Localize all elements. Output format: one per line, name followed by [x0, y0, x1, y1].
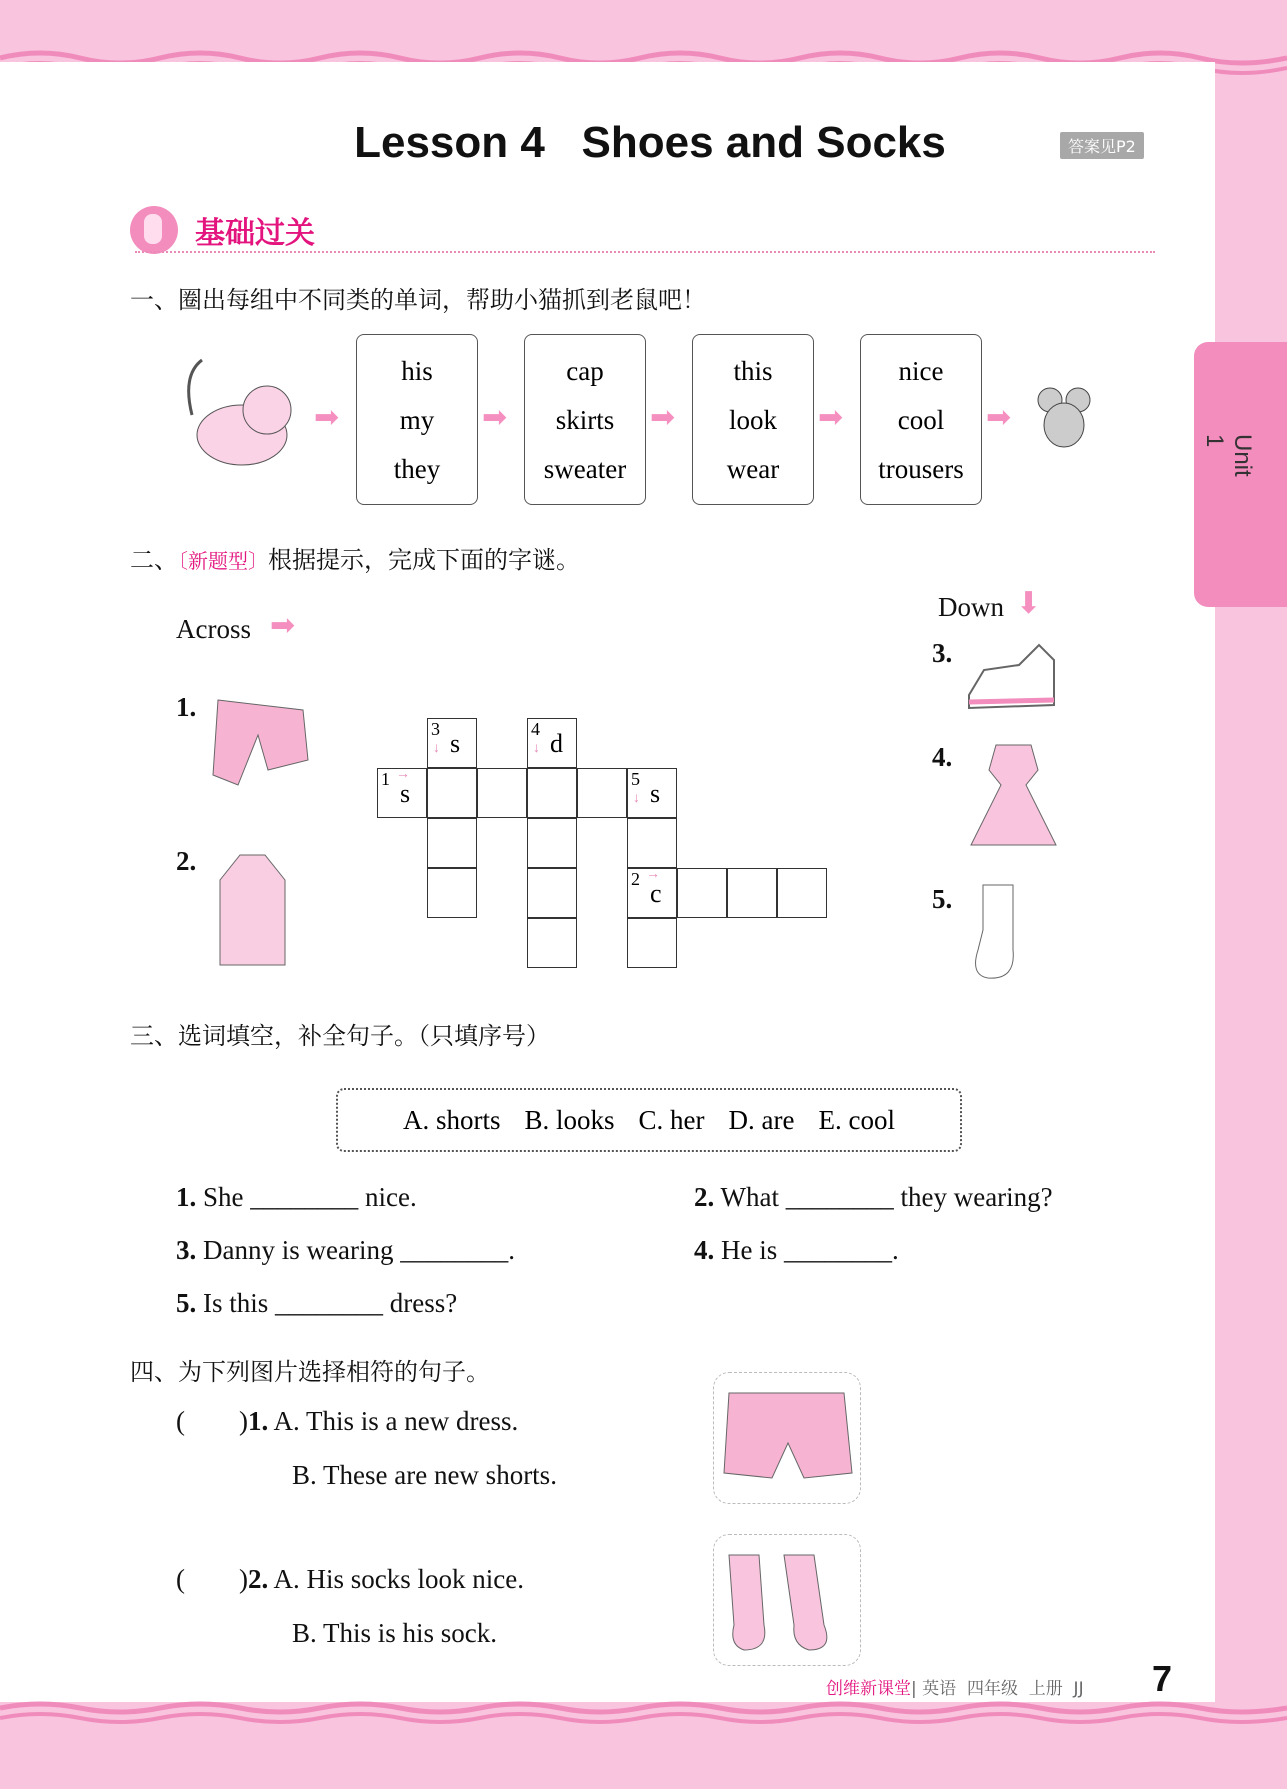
q2-text: 根据提示，完成下面的字谜。 [268, 546, 580, 574]
word[interactable]: look [728, 405, 777, 435]
clue-num: 5 [631, 769, 640, 789]
word[interactable]: skirts [555, 405, 615, 435]
crossword-cell[interactable] [427, 818, 477, 868]
option: D. are [728, 1105, 795, 1135]
fill-item[interactable]: 4. He is ________. [694, 1235, 899, 1265]
given-letter: c [650, 879, 662, 908]
q3-prompt: 三、选词填空，补全句子。（只填序号） [130, 1022, 550, 1050]
crossword-cell[interactable] [377, 768, 427, 818]
clue-number: 3. [932, 638, 953, 668]
crossword-cell[interactable] [627, 868, 677, 918]
down-label: Down [938, 592, 1004, 622]
across-label: Across [176, 614, 251, 644]
shoe-clue-image [964, 640, 1059, 715]
mouse-illustration [1030, 385, 1100, 455]
section-divider [135, 251, 1155, 253]
right-arrow-icon: → [646, 867, 660, 882]
word-card-4 [860, 334, 982, 505]
fill-item[interactable]: 2. What ________ they wearing? [694, 1182, 1053, 1212]
word[interactable]: sweater [543, 454, 627, 484]
crossword-cell[interactable] [577, 768, 627, 818]
page-title: Lesson 4 Shoes and Socks [354, 118, 946, 167]
arrow-icon: ➡ [818, 401, 844, 434]
given-letter: s [400, 779, 411, 808]
word[interactable]: they [393, 454, 441, 484]
right-arrow-icon: → [396, 767, 410, 782]
word[interactable]: cap [566, 356, 604, 386]
footer-brand: 创维新课堂 [826, 1679, 911, 1699]
cat-illustration [172, 355, 312, 485]
crossword-cell[interactable] [527, 768, 577, 818]
answer-reference-badge: 答案见P2 [1060, 132, 1144, 159]
match-item[interactable]: ( )1. A. This is a new dress. [176, 1406, 519, 1436]
match-option-b: B. This is his sock. [292, 1618, 498, 1648]
sock-clue-image [968, 880, 1038, 985]
crossword-cell[interactable] [777, 868, 827, 918]
word-card-3 [692, 334, 814, 505]
clue-number: 2. [176, 846, 197, 876]
down-arrow-icon: ↓ [533, 741, 540, 756]
word-card-2 [524, 334, 646, 505]
clue-number: 4. [932, 742, 953, 772]
shorts-clue-image [208, 690, 313, 792]
word-card-1 [356, 334, 478, 505]
crossword-cell[interactable] [527, 918, 577, 968]
arrow-icon: ➡ [986, 401, 1012, 434]
down-arrow-icon: ⬇ [1016, 587, 1042, 620]
socks-picture [713, 1534, 861, 1666]
word[interactable]: nice [898, 356, 944, 386]
down-arrow-icon: ↓ [433, 741, 440, 756]
clue-number: 1. [176, 692, 197, 722]
crossword-cell[interactable] [727, 868, 777, 918]
arrow-icon: ➡ [482, 401, 508, 434]
given-letter: d [550, 729, 563, 758]
page-number: 7 [1152, 1658, 1173, 1699]
crossword-cell[interactable] [527, 868, 577, 918]
option: B. looks [524, 1105, 615, 1135]
unit-tab [1194, 342, 1287, 607]
fill-item[interactable]: 1. She ________ nice. [176, 1182, 417, 1212]
arrow-icon: ➡ [650, 401, 676, 434]
section-mascot-icon [128, 204, 180, 256]
crossword-cell[interactable] [527, 818, 577, 868]
clue-num: 1 [381, 769, 390, 789]
fill-item[interactable]: 3. Danny is wearing ________. [176, 1235, 515, 1265]
word[interactable]: my [399, 405, 435, 435]
word[interactable]: wear [726, 454, 780, 484]
word-bank [336, 1088, 962, 1152]
new-type-tag: 〔新题型〕 [178, 549, 268, 573]
dress-clue-image [966, 740, 1061, 855]
fill-item[interactable]: 5. Is this ________ dress? [176, 1288, 458, 1318]
q1-prompt: 一、圈出每组中不同类的单词，帮助小猫抓到老鼠吧！ [130, 286, 706, 314]
down-arrow-icon: ↓ [633, 791, 640, 806]
given-letter: s [650, 779, 661, 808]
option: A. shorts [403, 1105, 501, 1135]
q4-prompt: 四、为下列图片选择相符的句子。 [130, 1358, 490, 1386]
across-arrow-icon: ➡ [270, 609, 296, 642]
clue-number: 5. [932, 884, 953, 914]
crossword-cell[interactable] [677, 868, 727, 918]
match-item[interactable]: ( )2. A. His socks look nice. [176, 1564, 524, 1594]
shorts-picture [713, 1372, 861, 1504]
crossword-cell[interactable] [627, 768, 677, 818]
q2-prompt [130, 540, 580, 575]
match-option-b: B. These are new shorts. [292, 1460, 557, 1490]
coat-clue-image [215, 850, 290, 970]
clue-num: 4 [531, 719, 540, 739]
option: E. cool [818, 1105, 895, 1135]
word[interactable]: cool [897, 405, 945, 435]
clue-num: 2 [631, 869, 640, 889]
clue-num: 3 [431, 719, 440, 739]
crossword-cell[interactable] [627, 818, 677, 868]
crossword-cell[interactable] [427, 718, 477, 768]
footer [826, 1674, 1084, 1699]
crossword-cell[interactable] [427, 768, 477, 818]
footer-info: | 英语 四年级 上册 JJ [911, 1679, 1084, 1699]
word[interactable]: this [733, 356, 773, 386]
arrow-icon: ➡ [314, 401, 340, 434]
word[interactable]: trousers [878, 454, 964, 484]
crossword-cell[interactable] [627, 918, 677, 968]
word[interactable]: his [401, 356, 433, 386]
bottom-wave-border [0, 1700, 1287, 1730]
section-title: 基础过关 [195, 216, 315, 251]
crossword-cell[interactable] [527, 718, 577, 768]
unit-tab-label: Unit 1 [1201, 434, 1256, 477]
given-letter: s [450, 729, 461, 758]
crossword-cell[interactable] [477, 768, 527, 818]
q2-prefix: 二、 [130, 546, 178, 574]
option: C. her [638, 1105, 705, 1135]
crossword-cell[interactable] [427, 868, 477, 918]
